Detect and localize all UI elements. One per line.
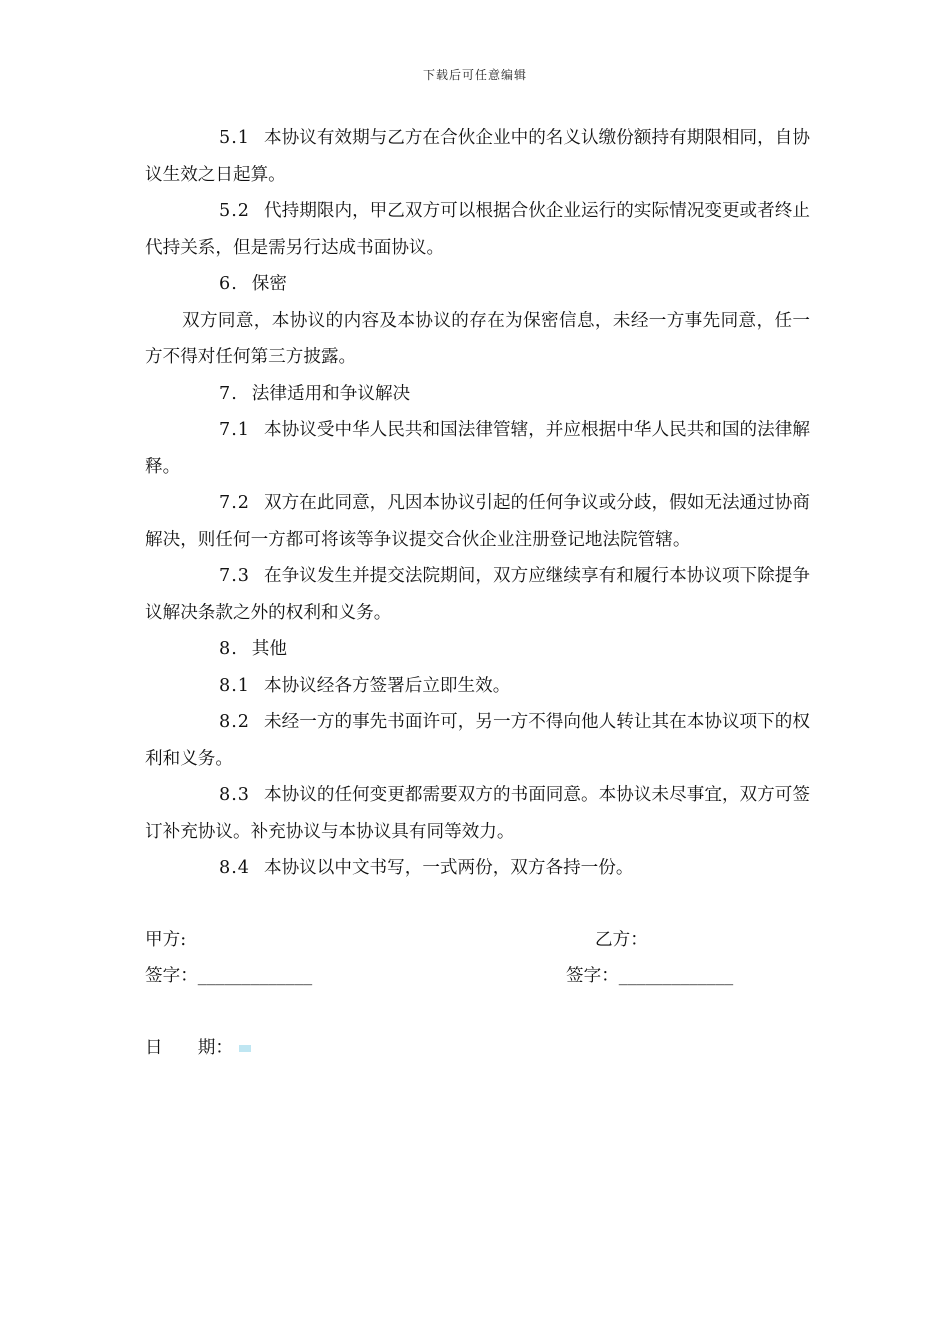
party-a-sign-line: _____________ [197, 966, 313, 986]
clause-text: 法律适用和争议解决 [251, 383, 411, 404]
clause-number: 7.2 [219, 493, 250, 513]
clause-text: 代持期限内，甲乙双方可以根据合伙企业运行的实际情况变更或者终止代持关系，但是需另行达成书面协议。 [145, 201, 810, 258]
clause-number: 7.3 [219, 566, 250, 586]
clause-number: 8.1 [219, 675, 250, 696]
clause-number: 7.1 [219, 420, 250, 440]
clause-text: 双方在此同意，凡因本协议引起的任何争议或分歧，假如无法通过协商解决，则任何一方都可将该等争议提交合伙企业注册登记地法院管辖。 [145, 493, 810, 550]
clause-text: 双方同意，本协议的内容及本协议的存在为保密信息，未经一方事先同意，任一方不得对任何第三方披露。 [145, 310, 810, 367]
clause-number: 8.2 [219, 712, 250, 732]
clause-paragraph [145, 558, 810, 631]
clause-text: 本协议受中华人民共和国法律管辖，并应根据中华人民共和国的法律解释。 [145, 420, 810, 477]
clause-paragraph [145, 193, 810, 266]
clause-text: 本协议以中文书写，一式两份，双方各持一份。 [263, 858, 634, 878]
clause-number: 6. [219, 274, 238, 294]
clause-text: 本协议的任何变更都需要双方的书面同意。本协议未尽事宜，双方可签订补充协议。补充协议与本协议具有同等效力。 [145, 785, 810, 842]
date-highlight-mark [239, 1045, 251, 1052]
agreement-body [145, 120, 810, 887]
clause-number: 5.1 [219, 128, 250, 148]
page-header-note: 下载后可任意编辑 [422, 68, 527, 82]
clause-text: 在争议发生并提交法院期间，双方应继续享有和履行本协议项下除提争议解决条款之外的权利和义务。 [145, 566, 810, 623]
clause-paragraph [145, 631, 810, 668]
party-a-signature-row [145, 962, 312, 987]
party-b-sign-label: 签字： [566, 966, 619, 986]
clause-paragraph [145, 303, 810, 376]
clause-number: 8.4 [219, 858, 250, 878]
clause-text: 未经一方的事先书面许可，另一方不得向他人转让其在本协议项下的权利和义务。 [145, 712, 810, 769]
clause-paragraph [145, 120, 810, 193]
clause-text: 本协议经各方签署后立即生效。 [263, 675, 511, 696]
clause-number: 8. [219, 639, 238, 659]
clause-paragraph [145, 704, 810, 777]
party-b-signature-row [566, 962, 733, 987]
clause-paragraph [145, 777, 810, 850]
party-b-label: 乙方： [595, 930, 648, 950]
clause-paragraph [145, 668, 810, 705]
party-b-sign-line: _____________ [618, 966, 734, 986]
date-label: 日 期： [145, 1038, 233, 1058]
clause-paragraph [145, 485, 810, 558]
clause-text: 其他 [251, 639, 287, 659]
clause-text: 保密 [251, 274, 287, 294]
clause-number: 8.3 [219, 785, 250, 805]
clause-number: 5.2 [219, 201, 250, 221]
clause-paragraph [145, 376, 810, 413]
party-a-sign-label: 签字： [145, 966, 198, 986]
clause-text: 本协议有效期与乙方在合伙企业中的名义认缴份额持有期限相同，自协议生效之日起算。 [145, 128, 810, 185]
clause-paragraph [145, 266, 810, 303]
clause-paragraph [145, 412, 810, 485]
clause-number: 7. [219, 383, 238, 404]
clause-paragraph [145, 850, 810, 887]
party-a-label: 甲方: [145, 930, 187, 950]
